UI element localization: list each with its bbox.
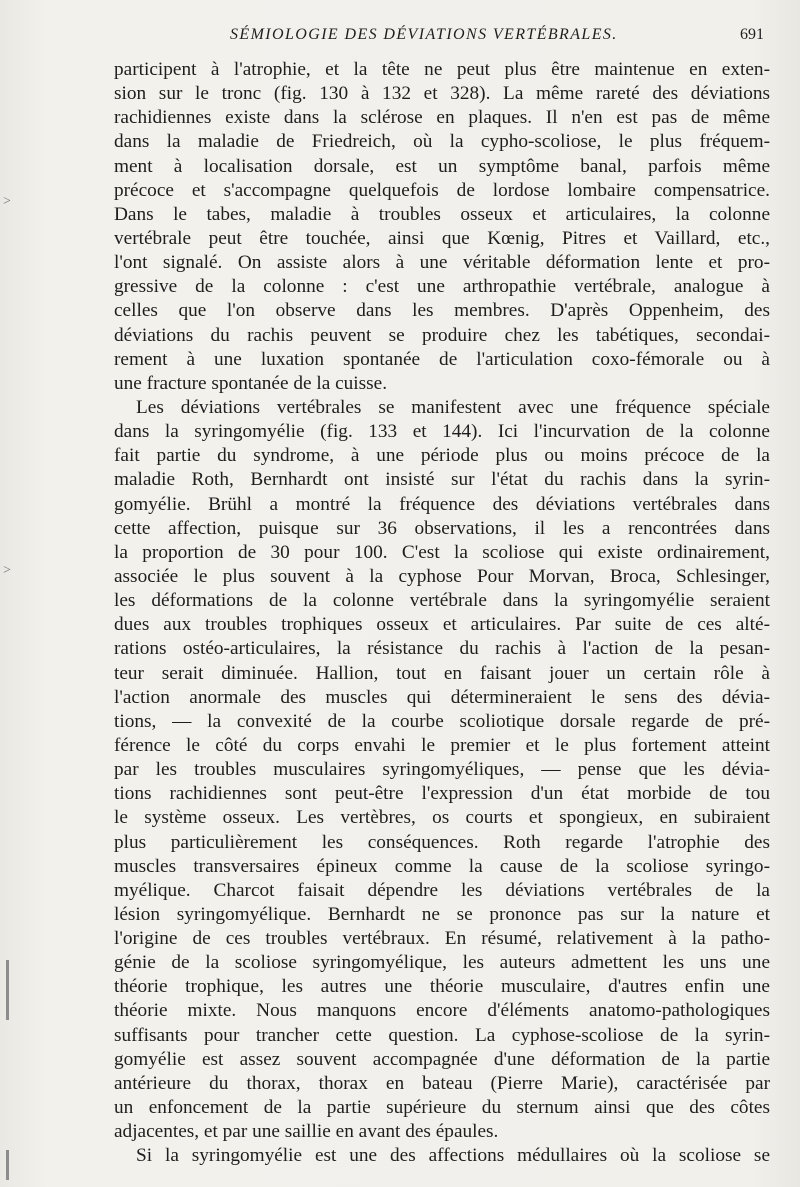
text-line: théorie mixte. Nous manquons encore d'éléments anatomo-pathologiques <box>114 1000 770 1022</box>
body-text <box>114 58 770 1168</box>
text-line: myélique. Charcot faisait dépendre les déviations vertébrales de la <box>114 879 770 901</box>
text-line: rachidiennes existe dans la sclérose en plaques. Il n'en est pas de même <box>114 107 770 129</box>
text-line: participent à l'atrophie, et la tête ne peut plus être maintenue en exten- <box>114 59 770 80</box>
text-line: férence le côté du corps envahi le premier et le plus fortement atteint <box>114 734 770 756</box>
text-line: cette affection, puisque sur 36 observations, il les a rencontrées dans <box>114 517 770 539</box>
text-line: précoce et s'accompagne quelquefois de lordose lombaire compensatrice. <box>114 179 770 201</box>
text-line: dans la syringomyélie (fig. 133 et 144). Ici l'incurvation de la colonne <box>114 421 770 443</box>
text-line: déviations du rachis peuvent se produire chez les tabétiques, secondai- <box>114 324 770 346</box>
text-line: suffisants pour trancher cette question. La cyphose-scoliose de la syrin- <box>114 1024 770 1046</box>
text-line: tions rachidiennes sont peut-être l'expression d'un état morbide de tou <box>114 783 770 805</box>
text-line: l'origine de ces troubles vertébraux. En résumé, relativement à la patho- <box>114 928 770 950</box>
text-line: vertébrale peut être touchée, ainsi que Kœnig, Pitres et Vaillard, etc., <box>114 227 770 249</box>
text-line: gomyélie. Brühl a montré la fréquence des déviations vertébrales dans <box>114 493 770 515</box>
text-line: teur serait diminuée. Hallion, tout en faisant jouer un certain rôle à <box>114 662 770 684</box>
paragraph-end-line: une fracture spontanée de la cuisse. <box>114 372 388 394</box>
text-line: théorie trophique, les autres une théorie musculaire, d'autres enfin une <box>114 976 770 998</box>
text-line: Dans le tabes, maladie à troubles osseux et articulaires, la colonne <box>114 203 770 225</box>
paragraph-end-line: adjacentes, et par une saillie en avant des épaules. <box>114 1121 499 1143</box>
left-margin-bar-lower <box>6 1150 9 1180</box>
text-line: rations ostéo-articulaires, la résistance du rachis à l'action de la pesan- <box>114 638 770 660</box>
text-line: maladie Roth, Bernhardt ont insisté sur l'état du rachis dans la syrin- <box>114 469 770 491</box>
text-line: celles que l'on observe dans les membres. D'après Oppenheim, des <box>114 300 770 322</box>
text-line: dues aux troubles trophiques osseux et articulaires. Par suite de ces alté- <box>114 614 770 636</box>
text-line: gomyélie est assez souvent accompagnée d'une déformation de la partie <box>114 1048 770 1070</box>
text-line: l'ont signalé. On assiste alors à une véritable déformation lente et pro- <box>114 252 770 274</box>
text-line: le système osseux. Les vertèbres, os courts et spongieux, en subiraient <box>114 807 770 829</box>
left-margin-bar <box>6 960 9 1020</box>
text-line: ment à localisation dorsale, est un symptôme banal, parfois même <box>114 155 770 177</box>
text-line: plus particulièrement les conséquences. Roth regarde l'atrophie des <box>114 831 770 853</box>
text-line: lésion syringomyélique. Bernhardt ne se prononce pas sur la nature et <box>114 903 770 925</box>
text-line: la proportion de 30 pour 100. C'est la scoliose qui existe ordinairement, <box>114 541 770 563</box>
text-line: par les troubles musculaires syringomyéliques, — pense que les dévia- <box>114 759 770 781</box>
text-line: l'action anormale des muscles qui détermineraient le sens des dévia- <box>114 686 770 708</box>
paragraph-start-line: Si la syringomyélie est une des affections médullaires où la scoliose se <box>136 1145 770 1167</box>
margin-mark-upper: > <box>3 194 11 209</box>
text-line: sion sur le tronc (fig. 130 à 132 et 328). La même rareté des déviations <box>114 83 770 105</box>
text-line: dans la maladie de Friedreich, où la cypho-scoliose, le plus fréquem- <box>114 131 770 153</box>
paragraph-start-line: Les déviations vertébrales se manifestent avec une fréquence spéciale <box>136 396 770 418</box>
page-header <box>110 26 770 48</box>
text-line: fait partie du syndrome, à une période plus ou moins précoce de la <box>114 445 770 467</box>
text-line: tions, — la convexité de la courbe scoliotique dorsale regarde de pré- <box>114 710 770 732</box>
text-line: rement à une luxation spontanée de l'articulation coxo-fémorale ou à <box>114 348 770 370</box>
text-line: muscles transversaires épineux comme la cause de la scoliose syringo- <box>114 855 770 877</box>
text-line: associée le plus souvent à la cyphose Pour Morvan, Broca, Schlesinger, <box>114 565 770 587</box>
text-line: antérieure du thorax, thorax en bateau (Pierre Marie), caractérisée par <box>114 1072 770 1094</box>
text-line: gressive de la colonne : c'est une arthropathie vertébrale, analogue à <box>114 276 770 298</box>
margin-mark-lower: > <box>3 563 11 578</box>
running-title: SÉMIOLOGIE DES DÉVIATIONS VERTÉBRALES. <box>230 26 618 43</box>
page-number: 691 <box>740 26 764 43</box>
text-line: les déformations de la colonne vertébrale dans la syringomyélie seraient <box>114 590 770 612</box>
text-line: un enfoncement de la partie supérieure du sternum ainsi que des côtes <box>114 1097 770 1119</box>
text-line: génie de la scoliose syringomyélique, les auteurs admettent les uns une <box>114 952 770 974</box>
